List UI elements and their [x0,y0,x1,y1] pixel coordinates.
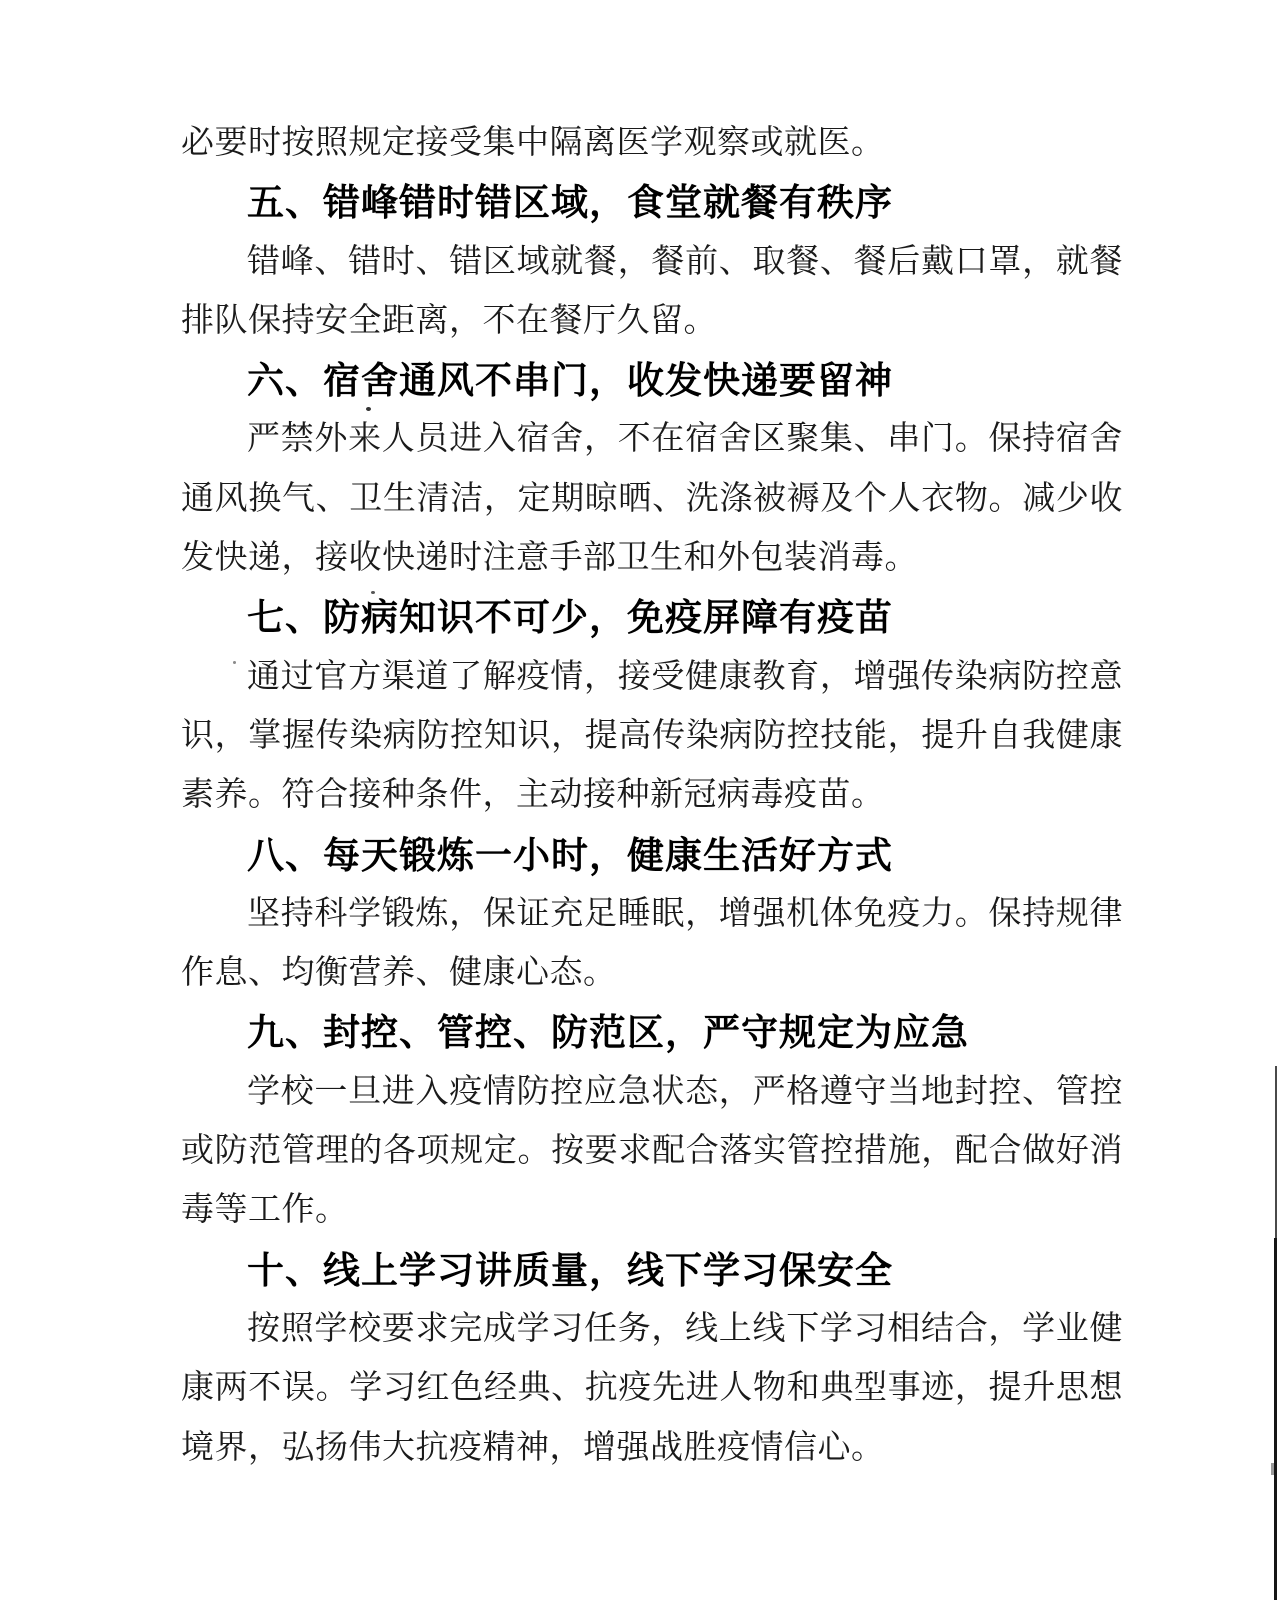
section-heading: 七、防病知识不可少，免疫屏障有疫苗 [247,597,893,639]
paragraph-line: 通过官方渠道了解疫情，接受健康教育，增强传染病防控意 [247,658,1123,695]
section-heading: 五、错峰错时错区域，食堂就餐有秩序 [247,182,893,224]
scan-artifact-dot [233,661,236,664]
section-heading: 六、宿舍通风不串门，收发快递要留神 [247,360,893,402]
scan-artifact-vertical-line-bottom [1274,1238,1277,1600]
paragraph-line: 学校一旦进入疫情防控应急状态，严格遵守当地封控、管控 [247,1073,1123,1110]
section-heading: 十、线上学习讲质量，线下学习保安全 [247,1249,893,1291]
scan-artifact-dot [366,407,371,411]
document-text [181,114,1123,1478]
paragraph-line: 素养。符合接种条件，主动接种新冠病毒疫苗。 [181,777,885,814]
scan-artifact-vertical-line-top [1275,1066,1277,1238]
paragraph-line: 识，掌握传染病防控知识，提高传染病防控技能，提升自我健康 [181,717,1123,754]
paragraph-line: 必要时按照规定接受集中隔离医学观察或就医。 [181,125,885,161]
paragraph-line: 按照学校要求完成学习任务，线上线下学习相结合，学业健 [247,1310,1123,1347]
paragraph-line: 发快递，接收快递时注意手部卫生和外包装消毒。 [181,540,918,577]
paragraph-line: 作息、均衡营养、健康心态。 [181,955,617,992]
paragraph-line: 通风换气、卫生清洁，定期晾晒、洗涤被褥及个人衣物。减少收 [181,480,1123,517]
scan-artifact-speck [1271,1463,1274,1475]
paragraph-line: 毒等工作。 [181,1192,349,1229]
paragraph-line: 排队保持安全距离，不在餐厅久留。 [181,302,717,339]
section-heading: 九、封控、管控、防范区，严守规定为应急 [247,1012,969,1054]
paragraph-line: 境界，弘扬伟大抗疫精神，增强战胜疫情信心。 [181,1429,885,1466]
scan-artifact-dot [371,591,375,594]
paragraph-line: 坚持科学锻炼，保证充足睡眠，增强机体免疫力。保持规律 [247,895,1123,932]
paragraph-line: 严禁外来人员进入宿舍，不在宿舍区聚集、串门。保持宿舍 [247,421,1123,458]
paragraph-line: 或防范管理的各项规定。按要求配合落实管控措施，配合做好消 [181,1133,1123,1170]
section-heading: 八、每天锻炼一小时，健康生活好方式 [247,834,893,876]
paragraph-line: 康两不误。学习红色经典、抗疫先进人物和典型事迹，提升思想 [181,1370,1123,1407]
paragraph-line: 错峰、错时、错区域就餐，餐前、取餐、餐后戴口罩，就餐 [247,243,1123,280]
